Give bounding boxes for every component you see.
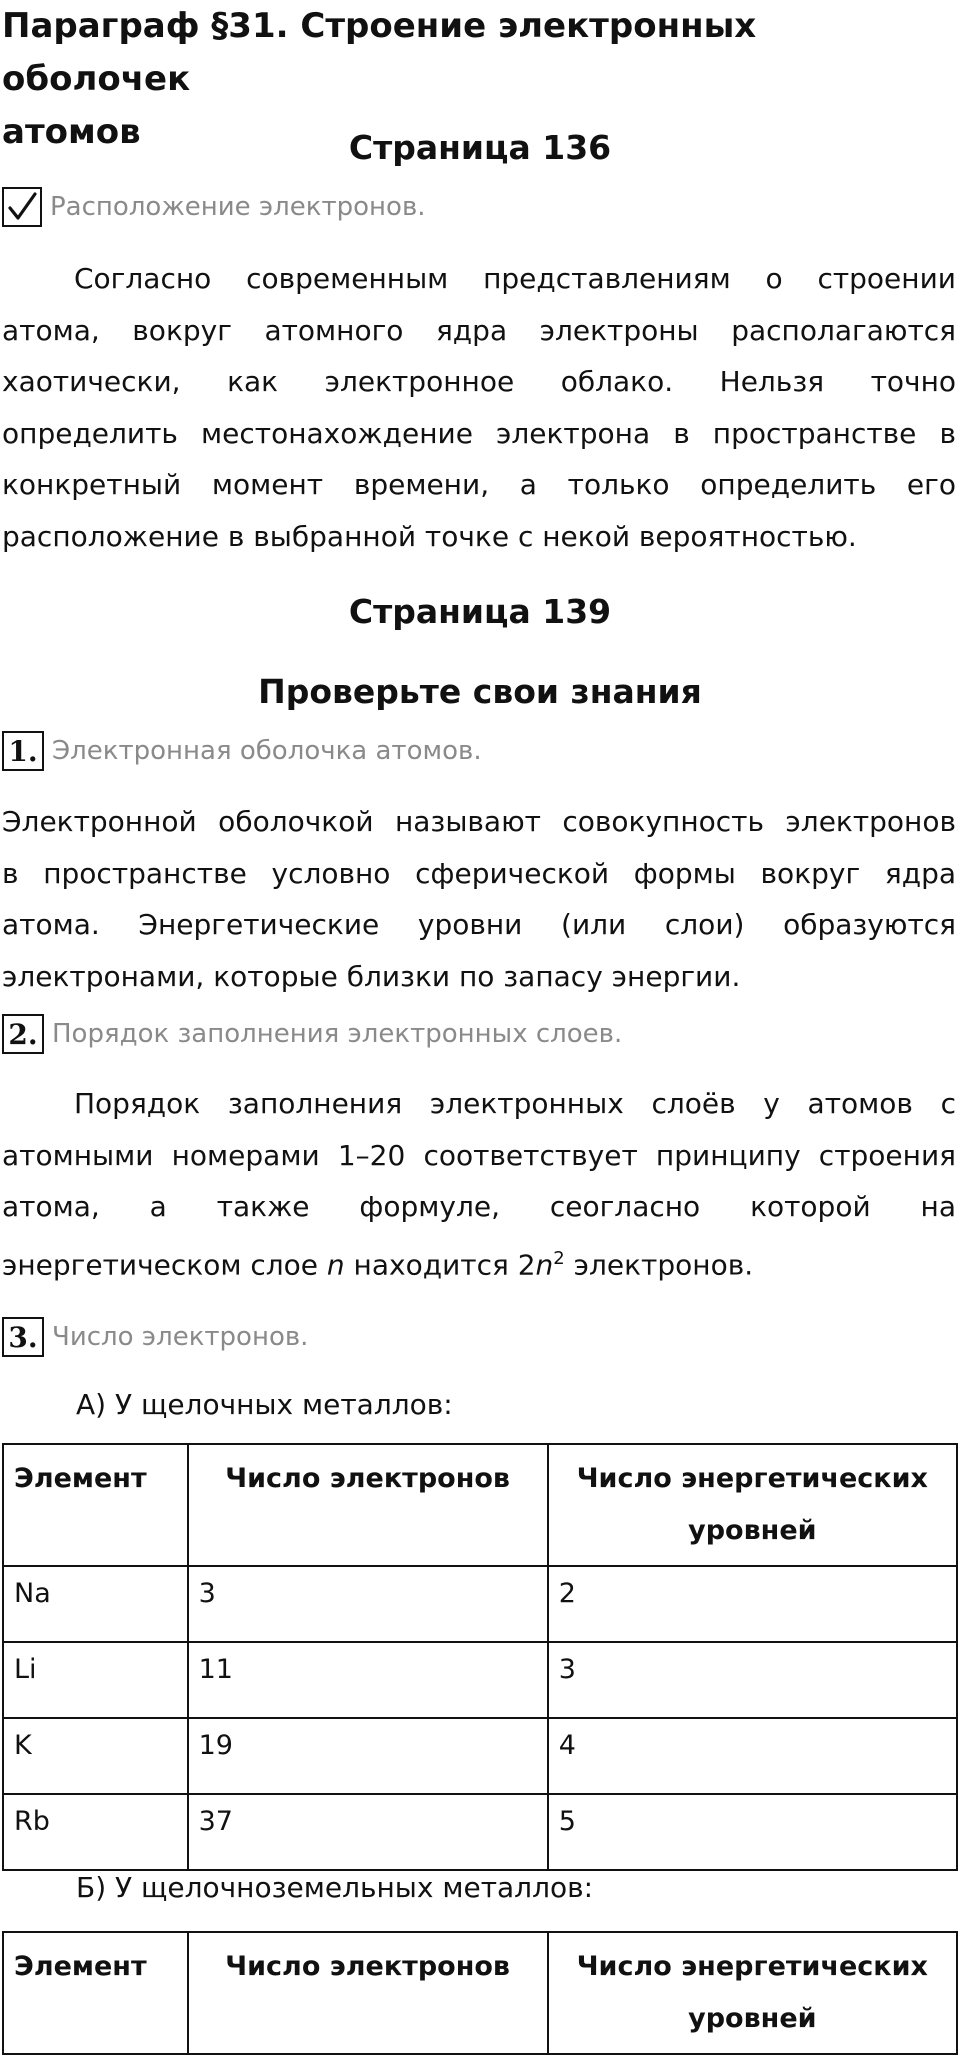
- question-3: [2, 1313, 308, 1361]
- question-1: [2, 727, 482, 775]
- question-label: Число электронов.: [52, 1322, 309, 1352]
- section-electron-arrangement: [2, 183, 426, 231]
- text-line: определить местонахождение электрона в пространстве в: [2, 416, 956, 450]
- table-cell: 11: [188, 1642, 548, 1718]
- column-header: Число электронов: [188, 1932, 548, 2054]
- table-cell: 37: [188, 1794, 548, 1870]
- text-line: атома, вокруг атомного ядра электроны располагаются: [2, 313, 956, 347]
- column-header: Число энергетических уровней: [548, 1444, 957, 1566]
- text-fragment: находится 2: [344, 1247, 536, 1281]
- table-cell: 19: [188, 1718, 548, 1794]
- question-label: Порядок заполнения электронных слоев.: [52, 1019, 623, 1049]
- check-knowledge-heading: Проверьте свои знания: [258, 672, 702, 711]
- paragraph-title-line2: атомов: [2, 112, 141, 152]
- text-fragment: электронов.: [564, 1247, 754, 1281]
- text-line: атома. Энергетические уровни (или слои) образуются: [2, 908, 956, 941]
- text-line: электронами, которые близки по запасу энергии.: [2, 959, 741, 993]
- text-line: Порядок заполнения электронных слоёв у атомов с: [74, 1087, 956, 1120]
- column-header: Число электронов: [188, 1444, 548, 1566]
- answer-2: [2, 1078, 956, 1290]
- variable-n: n: [326, 1247, 345, 1281]
- table-row: [3, 1794, 957, 1870]
- text-line: Согласно современным представлениям о строении: [74, 262, 956, 295]
- text-line: атомными номерами 1–20 соответствует принципу строения: [2, 1138, 956, 1172]
- table-b-caption: Б) У щелочноземельных металлов:: [76, 1871, 594, 1904]
- table-row: [3, 1566, 957, 1642]
- table-header-row: [3, 1932, 957, 2054]
- text-line: [2, 1233, 956, 1291]
- table-cell: 5: [548, 1794, 957, 1870]
- page-136-heading: Страница 136: [348, 128, 612, 167]
- question-number-box: 1.: [2, 731, 44, 771]
- table-cell: 4: [548, 1718, 957, 1794]
- text-fragment: энергетическом слое: [2, 1247, 327, 1281]
- table-cell: Rb: [3, 1794, 188, 1870]
- paragraph-title-line1: Параграф §31. Строение электронных оболочек: [2, 6, 757, 99]
- question-label: Электронная оболочка атомов.: [52, 736, 482, 766]
- table-a-caption: А) У щелочных металлов:: [76, 1388, 453, 1421]
- text-line: конкретный момент времени, а только определить его: [2, 468, 956, 501]
- paragraph-electron-arrangement: [2, 253, 956, 562]
- variable-n: n: [535, 1247, 554, 1281]
- question-number-box: 2.: [2, 1014, 44, 1054]
- exponent: 2: [553, 1247, 565, 1269]
- checkmark-icon: [2, 187, 42, 227]
- text-line: расположение в выбранной точке с некой вероятностью.: [2, 519, 857, 553]
- table-cell: K: [3, 1718, 188, 1794]
- text-line: в пространстве условно сферической формы вокруг ядра: [2, 856, 956, 890]
- text-line: Электронной оболочкой называют совокупность электронов: [2, 805, 956, 838]
- alkali-metals-table: [2, 1443, 958, 1871]
- column-header: Элемент: [3, 1932, 188, 2054]
- question-number-box: 3.: [2, 1317, 44, 1357]
- table-cell: 2: [548, 1566, 957, 1642]
- table-header-row: [3, 1444, 957, 1566]
- table-cell: Na: [3, 1566, 188, 1642]
- question-2: [2, 1010, 622, 1058]
- answer-1: [2, 796, 956, 1002]
- text-line: хаотически, как электронное облако. Нельзя точно: [2, 365, 956, 398]
- section-label: Расположение электронов.: [50, 192, 426, 222]
- column-header: Элемент: [3, 1444, 188, 1566]
- table-row: [3, 1642, 957, 1718]
- page-139-heading: Страница 139: [348, 592, 612, 631]
- table-cell: 3: [548, 1642, 957, 1718]
- table-row: [3, 1718, 957, 1794]
- alkaline-earth-metals-table: [2, 1931, 958, 2055]
- column-header: Число энергетических уровней: [548, 1932, 957, 2054]
- table-cell: 3: [188, 1566, 548, 1642]
- table-cell: Li: [3, 1642, 188, 1718]
- text-line: атома, а также формуле, сеогласно которой на: [2, 1190, 956, 1223]
